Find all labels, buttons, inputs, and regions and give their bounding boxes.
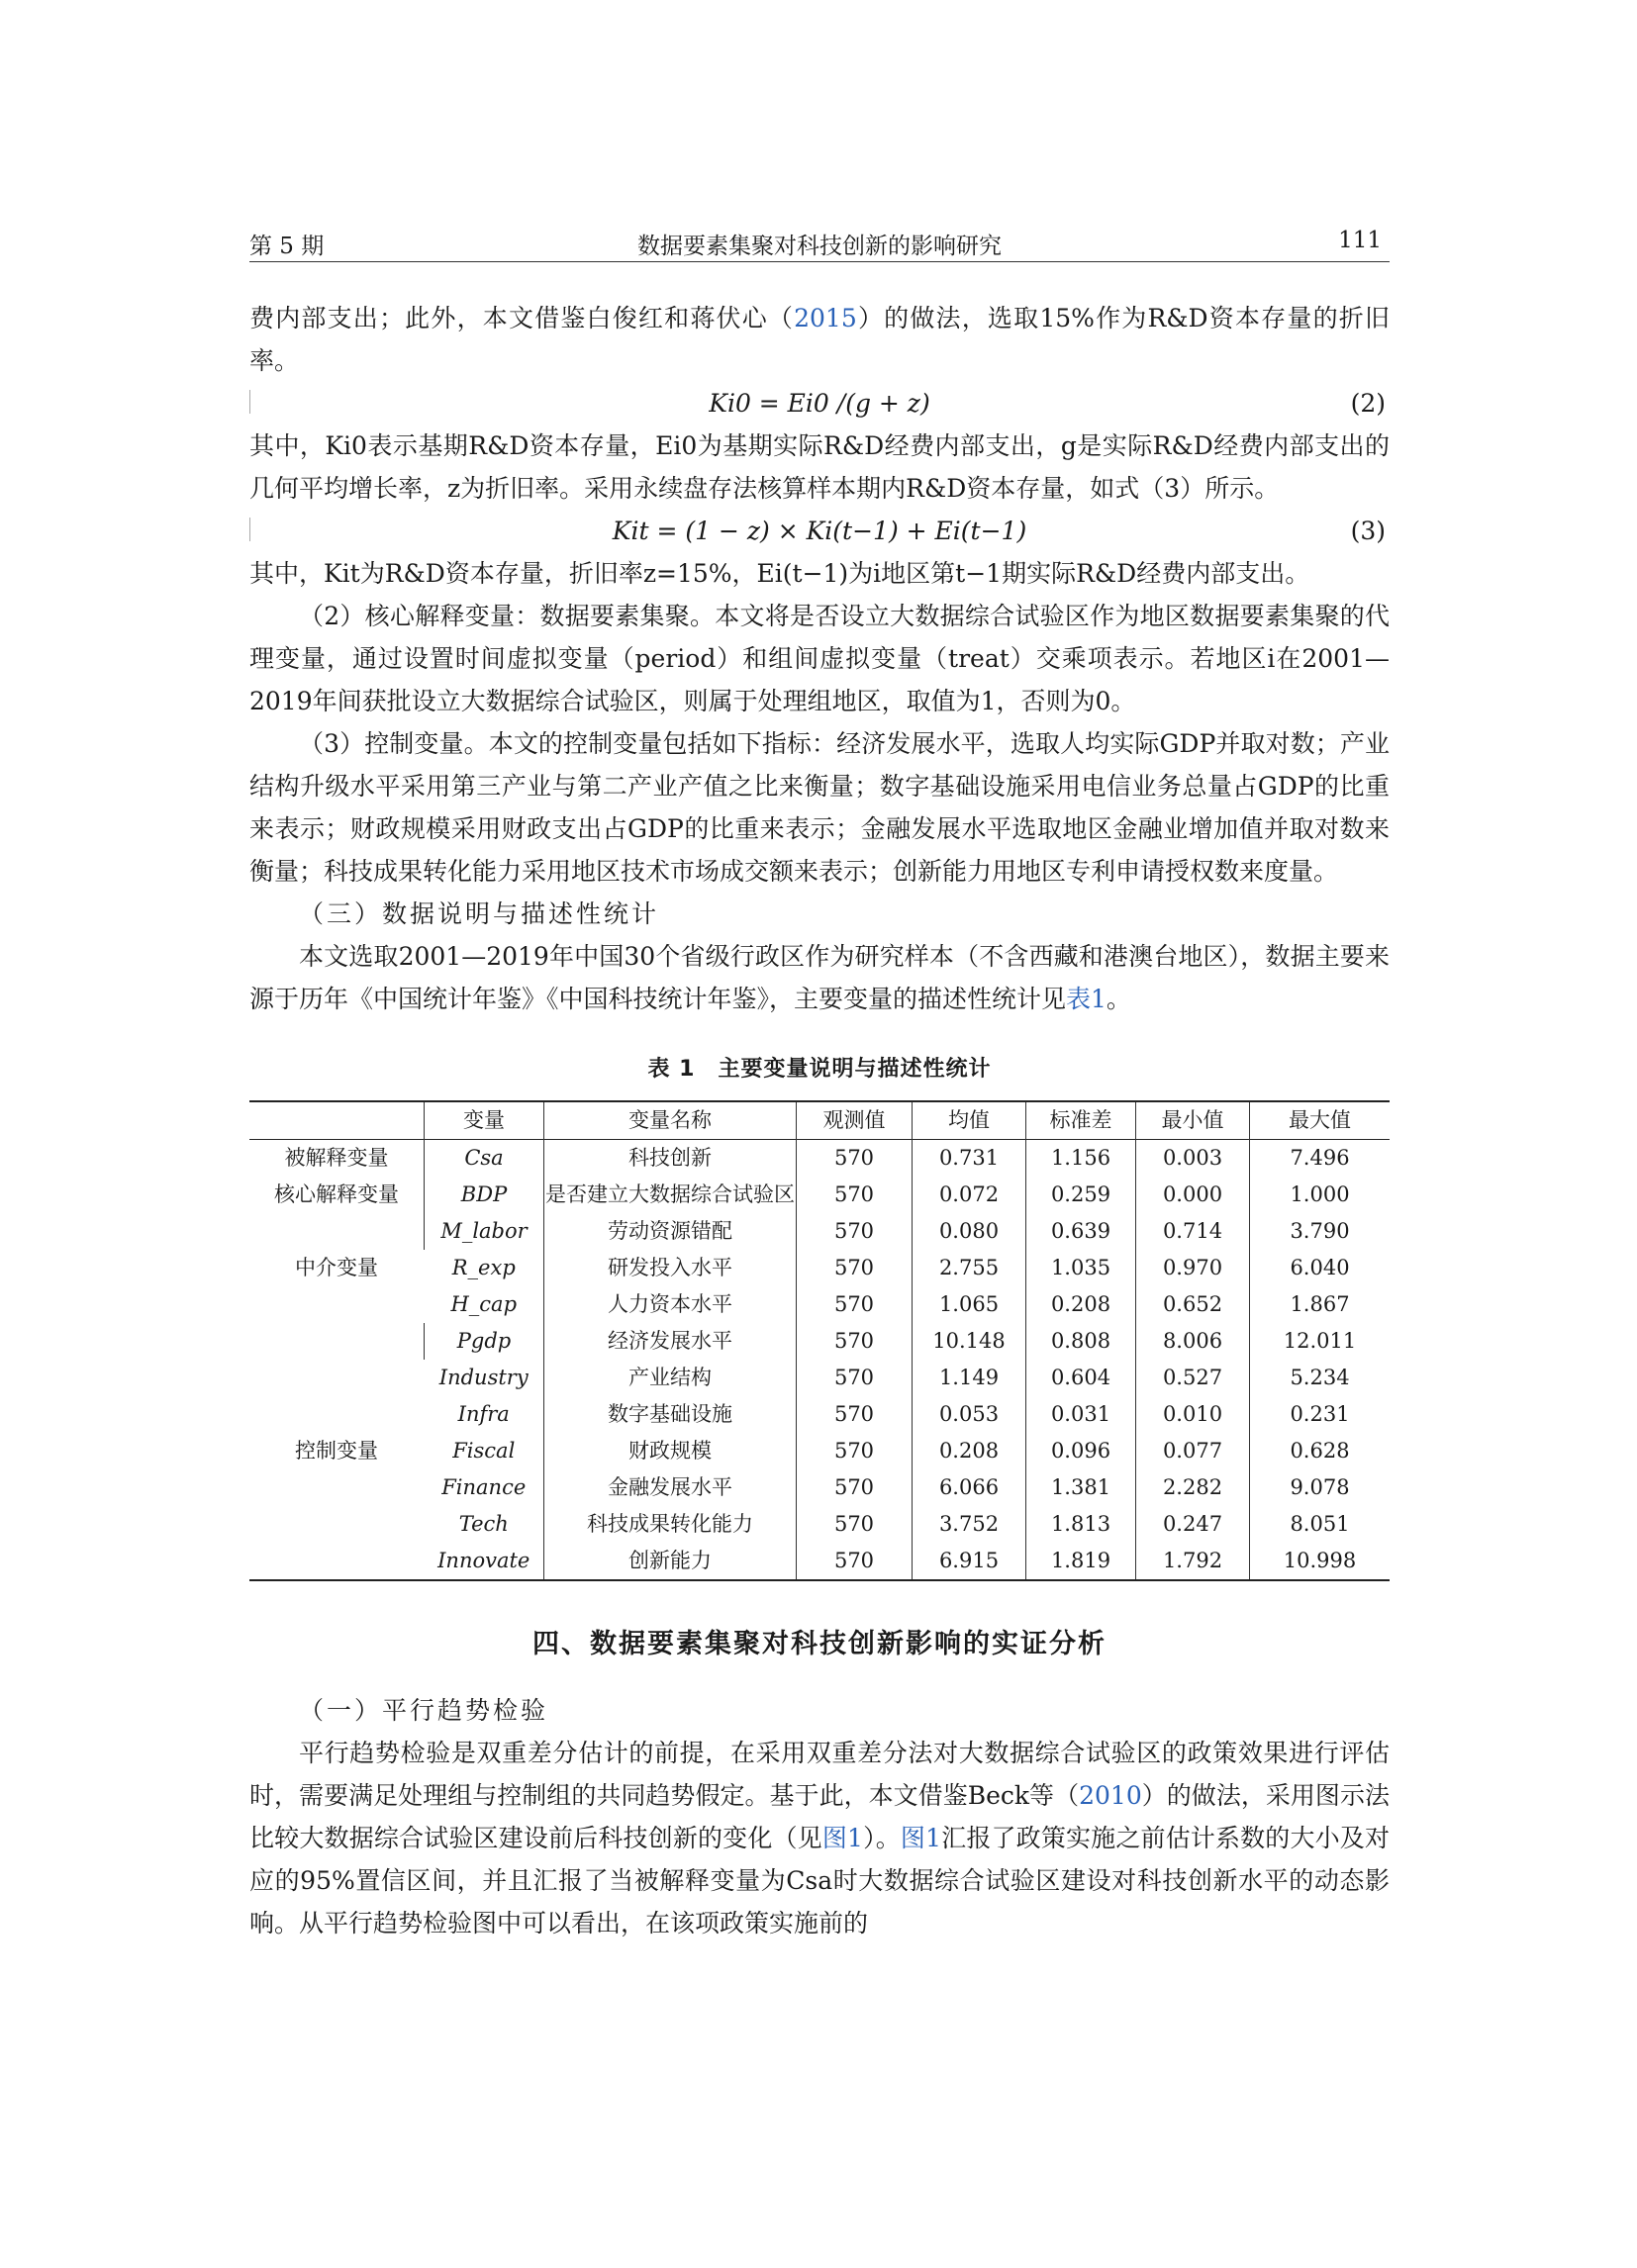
value-cell: 1.000: [1250, 1177, 1391, 1213]
group-cell: 中介变量: [295, 1256, 378, 1279]
equation-2: [249, 382, 1390, 425]
value-cell: 1.819: [1026, 1543, 1136, 1580]
figure-link[interactable]: 图1: [900, 1824, 941, 1852]
subsection-heading: （三）数据说明与描述性统计: [299, 899, 660, 928]
variable-name-cell: 产业结构: [544, 1360, 797, 1396]
value-cell: 1.156: [1026, 1140, 1136, 1178]
value-cell: 0.072: [913, 1177, 1026, 1213]
value-cell: 0.247: [1136, 1506, 1250, 1543]
value-cell: 3.752: [913, 1506, 1026, 1543]
table-caption: 表 1 主要变量说明与描述性统计: [647, 1057, 992, 1082]
value-cell: 0.208: [1026, 1286, 1136, 1323]
value-cell: 6.066: [913, 1469, 1026, 1506]
variable-cell: BDP: [425, 1177, 544, 1213]
value-cell: 10.148: [913, 1323, 1026, 1360]
value-cell: 2.755: [913, 1250, 1026, 1286]
value-cell: 0.527: [1136, 1360, 1250, 1396]
value-cell: 0.053: [913, 1396, 1026, 1433]
paragraph: 其中，Kit为R&D资本存量，折旧率z=15%，Ei(t−1)为i地区第t−1期实际R&D经费内部支出。: [249, 559, 1310, 588]
table-header-row: [249, 1101, 1390, 1140]
variable-name-cell: 是否建立大数据综合试验区: [544, 1177, 797, 1213]
value-cell: 570: [797, 1323, 913, 1360]
paragraph: 其中，Ki0表示基期R&D资本存量，Ei0为基期实际R&D经费内部支出，g是实际R&D经费内部支出的几何平均增长率，z为折旧率。采用永续盘存法核算样本期内R&D资本存量，如式（3）所示。: [249, 431, 1390, 503]
equation-formula: Ki0 = Ei0 /(g + z): [709, 389, 930, 418]
value-cell: 1.035: [1026, 1250, 1136, 1286]
value-cell: 0.077: [1136, 1433, 1250, 1469]
value-cell: 0.604: [1026, 1360, 1136, 1396]
value-cell: 0.970: [1136, 1250, 1250, 1286]
value-cell: 6.915: [913, 1543, 1026, 1580]
body-text: [249, 297, 1390, 1944]
value-cell: 0.231: [1250, 1396, 1391, 1433]
value-cell: 570: [797, 1250, 913, 1286]
citation-link[interactable]: 2010: [1079, 1781, 1142, 1810]
paragraph: （2）核心解释变量：数据要素集聚。本文将是否设立大数据综合试验区作为地区数据要素集聚的代理变量，通过设置时间虚拟变量（period）和组间虚拟变量（treat）交乘项表示。若地区i在2001—2019年间获批设立大数据综合试验区，则属于处理组地区，取值为1，否则为0。: [249, 602, 1390, 715]
variable-cell: Industry: [438, 1366, 529, 1389]
variable-cell: Csa: [425, 1140, 544, 1178]
value-cell: 1.065: [913, 1286, 1026, 1323]
value-cell: 0.259: [1026, 1177, 1136, 1213]
stats-table: [249, 1100, 1390, 1581]
header-cell: 最小值: [1136, 1101, 1250, 1140]
value-cell: 0.010: [1136, 1396, 1250, 1433]
running-header: [249, 226, 1390, 262]
table-row: [249, 1213, 1390, 1250]
table-row: [249, 1140, 1390, 1178]
value-cell: 570: [797, 1177, 913, 1213]
table-link[interactable]: 表1: [1066, 985, 1107, 1013]
value-cell: 570: [797, 1213, 913, 1250]
value-cell: 570: [797, 1360, 913, 1396]
value-cell: 10.998: [1250, 1543, 1391, 1580]
value-cell: 1.867: [1250, 1286, 1391, 1323]
value-cell: 0.208: [913, 1433, 1026, 1469]
table-body: [249, 1140, 1390, 1581]
section-heading: 四、数据要素集聚对科技创新影响的实证分析: [532, 1629, 1107, 1659]
value-cell: 8.006: [1136, 1323, 1250, 1360]
variable-name-cell: 金融发展水平: [544, 1469, 797, 1506]
value-cell: 0.731: [913, 1140, 1026, 1178]
value-cell: 3.790: [1250, 1213, 1391, 1250]
table-row: [249, 1177, 1390, 1213]
variable-cell: Fiscal: [452, 1439, 516, 1463]
value-cell: 1.792: [1136, 1543, 1250, 1580]
value-cell: 570: [797, 1506, 913, 1543]
value-cell: 12.011: [1250, 1323, 1391, 1360]
equation-formula: Kit = (1 − z) × Ki(t−1) + Ei(t−1): [612, 517, 1027, 545]
value-cell: 0.031: [1026, 1396, 1136, 1433]
variable-cell: Finance: [441, 1475, 527, 1499]
value-cell: 1.381: [1026, 1469, 1136, 1506]
page-number: 111: [1338, 228, 1382, 253]
header-cell: 标准差: [1026, 1101, 1136, 1140]
table-row: [249, 1323, 1390, 1360]
value-cell: 0.714: [1136, 1213, 1250, 1250]
variable-cell: Innovate: [437, 1549, 530, 1572]
value-cell: 1.813: [1026, 1506, 1136, 1543]
value-cell: 5.234: [1250, 1360, 1391, 1396]
variable-cell: Tech: [458, 1512, 509, 1536]
variable-name-cell: 研发投入水平: [544, 1250, 797, 1286]
variable-cell: R_exp: [451, 1256, 516, 1279]
variable-name-cell: 数字基础设施: [544, 1396, 797, 1433]
paragraph: （3）控制变量。本文的控制变量包括如下指标：经济发展水平，选取人均实际GDP并取对数；产业结构升级水平采用第三产业与第二产业产值之比来衡量；数字基础设施采用电信业务总量占GDP的比重来表示；财政规模采用财政支出占GDP的比重来表示；金融发展水平选取地区金融业增加值并取对数来衡量；科技成果转化能力采用地区技术市场成交额来表示；创新能力用地区专利申请授权数来度量。: [249, 729, 1390, 886]
value-cell: 570: [797, 1543, 913, 1580]
value-cell: 1.149: [913, 1360, 1026, 1396]
equation-3: [249, 510, 1390, 552]
header-cell: 均值: [913, 1101, 1026, 1140]
variable-name-cell: 科技创新: [544, 1140, 797, 1178]
value-cell: 570: [797, 1433, 913, 1469]
variable-cell: M_labor: [425, 1213, 544, 1250]
equation-number: (2): [1350, 389, 1386, 418]
value-cell: 570: [797, 1396, 913, 1433]
value-cell: 570: [797, 1286, 913, 1323]
variable-name-cell: 科技成果转化能力: [544, 1506, 797, 1543]
issue-number: 第 5 期: [249, 234, 325, 259]
variable-name-cell: 人力资本水平: [544, 1286, 797, 1323]
variable-cell: H_cap: [450, 1292, 518, 1316]
subsection-heading: （一）平行趋势检验: [299, 1696, 549, 1725]
value-cell: 0.628: [1250, 1433, 1391, 1469]
variable-name-cell: 经济发展水平: [544, 1323, 797, 1360]
value-cell: 0.639: [1026, 1213, 1136, 1250]
header-cell: 最大值: [1250, 1101, 1391, 1140]
value-cell: 0.096: [1026, 1433, 1136, 1469]
value-cell: 8.051: [1250, 1506, 1391, 1543]
paragraph: 费内部支出；此外，本文借鉴白俊红和蒋伏心（2015）的做法，选取15%作为R&D资本存量的折旧率。: [249, 304, 1390, 375]
value-cell: 570: [797, 1140, 913, 1178]
paragraph: 平行趋势检验是双重差分估计的前提，在采用双重差分法对大数据综合试验区的政策效果进行评估时，需要满足处理组与控制组的共同趋势假定。基于此，本文借鉴Beck等（2010）的做法，采用图示法比较大数据综合试验区建设前后科技创新的变化（见图1）。图1汇报了政策实施之前估计系数的大小及对应的95%置信区间，并且汇报了当被解释变量为Csa时大数据综合试验区建设对科技创新水平的动态影响。从平行趋势检验图中可以看出，在该项政策实施前的: [249, 1739, 1390, 1937]
header-cell: 变量: [425, 1101, 544, 1140]
value-cell: 0.003: [1136, 1140, 1250, 1178]
value-cell: 0.080: [913, 1213, 1026, 1250]
value-cell: 9.078: [1250, 1469, 1391, 1506]
value-cell: 570: [797, 1469, 913, 1506]
value-cell: 0.808: [1026, 1323, 1136, 1360]
header-cell: 观测值: [797, 1101, 913, 1140]
header-cell: [249, 1101, 425, 1140]
variable-name-cell: 创新能力: [544, 1543, 797, 1580]
variable-name-cell: 财政规模: [544, 1433, 797, 1469]
value-cell: 2.282: [1136, 1469, 1250, 1506]
value-cell: 6.040: [1250, 1250, 1391, 1286]
group-cell: 控制变量: [295, 1439, 378, 1463]
variable-cell: Infra: [457, 1402, 510, 1426]
variable-name-cell: 劳动资源错配: [544, 1213, 797, 1250]
group-cell: 核心解释变量: [274, 1182, 399, 1206]
paragraph: 本文选取2001—2019年中国30个省级行政区作为研究样本（不含西藏和港澳台地区），数据主要来源于历年《中国统计年鉴》《中国科技统计年鉴》，主要变量的描述性统计见表1。: [249, 942, 1390, 1013]
variable-cell: Pgdp: [425, 1323, 544, 1360]
value-cell: 0.000: [1136, 1177, 1250, 1213]
figure-link[interactable]: 图1: [821, 1824, 863, 1852]
value-cell: 0.652: [1136, 1286, 1250, 1323]
group-cell: 被解释变量: [284, 1146, 389, 1170]
citation-link[interactable]: 2015: [794, 304, 857, 332]
equation-number: (3): [1350, 517, 1386, 545]
value-cell: 7.496: [1250, 1140, 1391, 1178]
running-title: 数据要素集聚对科技创新的影响研究: [637, 234, 1002, 259]
header-cell: 变量名称: [544, 1101, 797, 1140]
